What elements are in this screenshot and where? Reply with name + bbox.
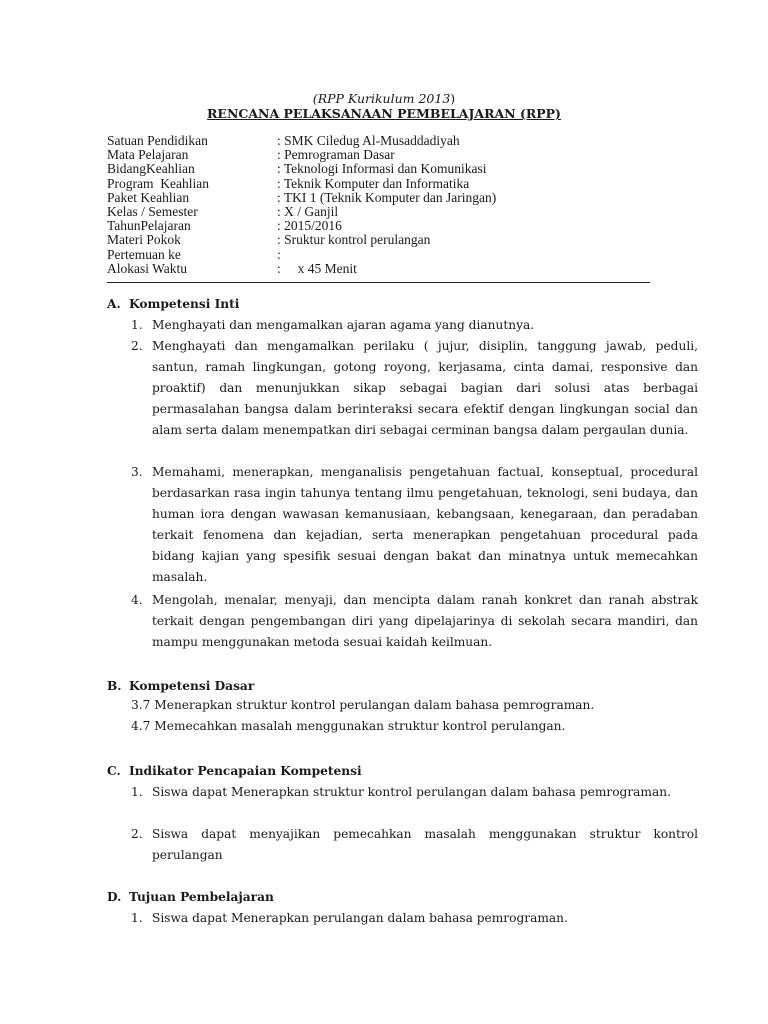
list-item: 1. Menghayati dan mengamalkan ajaran agama yang dianutnya. xyxy=(131,318,535,332)
info-value: : x 45 Menit xyxy=(277,260,357,276)
info-row xyxy=(107,219,652,233)
info-value: : Teknik Komputer dan Informatika xyxy=(277,175,470,191)
list-item: 2. Menghayati dan mengamalkan perilaku ( jujur, disiplin, tanggung jawab, peduli, santun, ramah lingkungan, gotong royong, kerjasama, cinta damai, responsive dan proaktif) dan menunjukkan sikap sebagai bagian dari solusi atas berbagai permasalahan bangsa dalam berinteraksi secara efektif dengan lingkungan social dan alam serta dalam menempatkan diri sebagai cerminan bangsa dalam pergaulan dunia. xyxy=(131,339,698,437)
list-item: 3.7 Menerapkan struktur kontrol perulangan dalam bahasa pemrograman. xyxy=(131,698,595,712)
info-label: Program Keahlian xyxy=(107,175,209,191)
info-row xyxy=(107,177,652,191)
info-value: : Sruktur kontrol perulangan xyxy=(277,232,431,248)
document-title: RENCANA PELAKSANAAN PEMBELAJARAN (RPP) xyxy=(207,106,561,121)
header-divider xyxy=(107,282,650,283)
list-item: 2. Siswa dapat menyajikan pemecahkan masalah menggunakan struktur kontrol perulangan xyxy=(131,827,698,862)
info-label: Kelas / Semester xyxy=(107,203,198,219)
info-row xyxy=(107,233,652,247)
info-value: : Teknologi Informasi dan Komunikasi xyxy=(277,161,487,177)
info-row xyxy=(107,262,652,276)
info-row xyxy=(107,191,652,205)
info-label: Pertemuan ke xyxy=(107,246,181,262)
section-heading-b: B. Kompetensi Dasar xyxy=(107,679,255,693)
info-label: BidangKeahlian xyxy=(107,161,195,177)
info-row xyxy=(107,148,652,162)
info-value: : TKI 1 (Teknik Komputer dan Jaringan) xyxy=(277,189,497,205)
info-row xyxy=(107,205,652,219)
info-label: TahunPelajaran xyxy=(107,218,191,234)
info-label: Alokasi Waktu xyxy=(107,260,188,276)
info-value: : xyxy=(277,246,281,262)
info-row xyxy=(107,248,652,262)
identity-table xyxy=(107,134,652,276)
info-label: Satuan Pendidikan xyxy=(107,133,208,148)
list-item: 4.7 Memecahkan masalah menggunakan struktur kontrol perulangan. xyxy=(131,719,566,733)
info-label: Materi Pokok xyxy=(107,232,181,248)
section-heading-d: D. Tujuan Pembelajaran xyxy=(107,890,274,904)
list-item: 1. Siswa dapat Menerapkan struktur kontrol perulangan dalam bahasa pemrograman. xyxy=(131,785,671,799)
info-value: : Pemrograman Dasar xyxy=(277,147,395,163)
list-item: 4. Mengolah, menalar, menyaji, dan mencipta dalam ranah konkret dan ranah abstrak terkait dengan pengembangan diri yang dipelajarinya di sekolah secara mandiri, dan mampu menggunakan metoda sesuai kaidah keilmuan. xyxy=(131,593,698,649)
info-label: Mata Pelajaran xyxy=(107,147,189,163)
info-row xyxy=(107,162,652,176)
list-item: 1. Siswa dapat Menerapkan perulangan dalam bahasa pemrograman. xyxy=(131,911,568,925)
info-value: : 2015/2016 xyxy=(277,218,342,234)
list-item: 3. Memahami, menerapkan, menganalisis pengetahuan factual, konseptual, procedural berdasarkan rasa ingin tahunya tentang ilmu pengetahuan, teknologi, seni budaya, dan human iora dengan wawasan kemanusiaan, kebangsaan, kenegaraan, dan peradaban terkait fenomena dan kejadian, serta menerapkan pengetahuan procedural pada bidang kajian yang spesifik sesuai dengan bakat dan minatnya untuk memecahkan masalah. xyxy=(131,465,698,584)
info-value: : X / Ganjil xyxy=(277,203,339,219)
info-label: Paket Keahlian xyxy=(107,189,190,205)
section-heading-a: A. Kompetensi Inti xyxy=(107,297,240,311)
section-heading-c: C. Indikator Pencapaian Kompetensi xyxy=(107,764,362,778)
document-subtitle: (RPP Kurikulum 2013) xyxy=(312,91,456,106)
info-value: : SMK Ciledug Al-Musaddadiyah xyxy=(277,133,460,148)
info-row xyxy=(107,134,652,148)
